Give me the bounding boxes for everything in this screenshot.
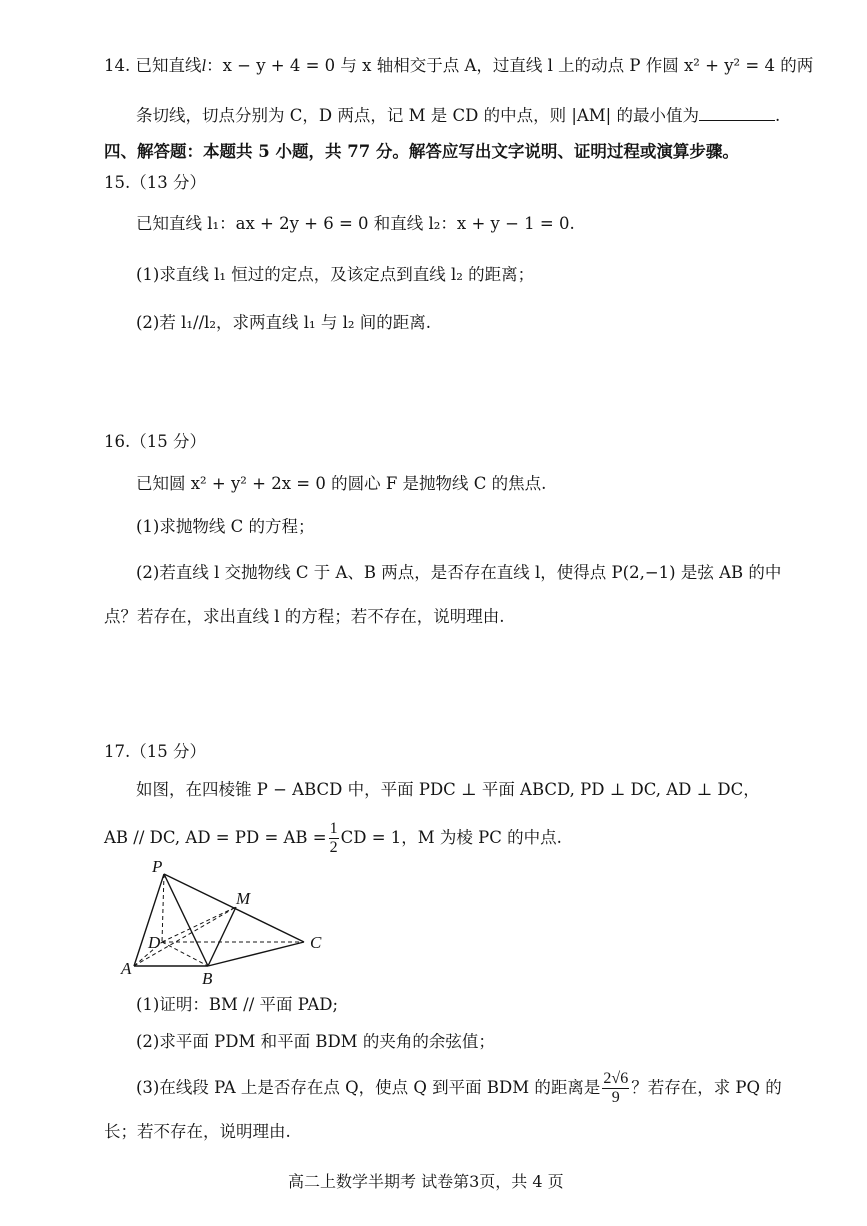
- q17-part3-line2: 长；若不存在，说明理由.: [104, 1122, 291, 1141]
- edge-BC: [208, 942, 304, 966]
- q14-line2: [136, 106, 780, 126]
- label-P: P: [152, 857, 163, 876]
- q17-part3-start: (3)在线段 PA 上是否存在点 Q，使点 Q 到平面 BDM 的距离是: [136, 1078, 601, 1097]
- q14-line2-period: .: [775, 106, 781, 125]
- q14-line1-rest: ：x − y + 4 = 0 与 x 轴相交于点 A，过直线 l 上的动点 P 作圆 x² + y² = 4 的两: [206, 56, 814, 75]
- pyramid-figure: [118, 856, 338, 988]
- label-A: A: [121, 959, 132, 978]
- page-footer: 高二上数学半期考 试卷第3页，共 4 页: [288, 1172, 564, 1191]
- section-heading: 四、解答题：本题共 5 小题，共 77 分。解答应写出文字说明、证明过程或演算步骤。: [104, 142, 739, 161]
- edge-DB-hidden: [162, 942, 208, 966]
- q14-line1: [104, 56, 813, 76]
- q16-stem: 已知圆 x² + y² + 2x = 0 的圆心 F 是抛物线 C 的焦点.: [136, 474, 547, 493]
- label-C: C: [310, 933, 322, 952]
- q17-part1: (1)证明：BM // 平面 PAD;: [136, 995, 339, 1014]
- q16-part1: (1)求抛物线 C 的方程；: [136, 517, 315, 536]
- q17-part2: (2)求平面 PDM 和平面 BDM 的夹角的余弦值；: [136, 1032, 495, 1051]
- q14-line1-start: 14. 已知直线: [104, 56, 202, 75]
- fraction-one-half-denominator: 2: [329, 839, 338, 856]
- q14-line2-text: 条切线，切点分别为 C，D 两点，记 M 是 CD 的中点，则 |AM| 的最小值为: [136, 106, 699, 125]
- fraction-one-half-numerator: 1: [329, 820, 338, 837]
- fraction-denominator: 9: [611, 1089, 620, 1106]
- q17-stem-line2-start: AB // DC, AD = PD = AB =: [104, 828, 327, 847]
- edge-DM-hidden: [162, 907, 236, 942]
- edge-PD-hidden: [162, 874, 164, 942]
- q17-header: 17.（15 分）: [104, 742, 206, 761]
- q16-part2-line2: 点？若存在，求出直线 l 的方程；若不存在，说明理由.: [104, 607, 505, 626]
- q16-header: 16.（15 分）: [104, 432, 206, 451]
- q17-part3-end: ？若存在，求 PQ 的: [631, 1078, 782, 1097]
- edge-PA: [134, 874, 164, 966]
- q15-header: 15.（13 分）: [104, 173, 206, 192]
- q17-stem-line1: 如图，在四棱锥 P − ABCD 中，平面 PDC ⊥ 平面 ABCD, PD ⊥ DC, AD ⊥ DC，: [136, 780, 760, 799]
- label-D: D: [148, 933, 161, 952]
- q15-stem: 已知直线 l₁：ax + 2y + 6 = 0 和直线 l₂：x + y − 1 = 0.: [136, 214, 575, 233]
- fraction-numerator: 2√6: [603, 1070, 629, 1087]
- q15-part2: (2)若 l₁//l₂，求两直线 l₁ 与 l₂ 间的距离.: [136, 313, 432, 332]
- fraction-two-root-six-over-nine: [602, 1070, 629, 1107]
- edge-PB: [164, 874, 208, 966]
- fraction-one-half: [329, 820, 339, 857]
- label-B: B: [202, 969, 213, 988]
- edge-BM: [208, 907, 236, 966]
- q17-stem-line2: [104, 820, 562, 857]
- q15-part1: (1)求直线 l₁ 恒过的定点，及该定点到直线 l₂ 的距离；: [136, 265, 535, 284]
- label-M: M: [236, 889, 251, 908]
- answer-blank: [699, 106, 775, 121]
- q16-part2-line1: (2)若直线 l 交抛物线 C 于 A、B 两点，是否存在直线 l，使得点 P(2,−1) 是弦 AB 的中: [136, 563, 782, 582]
- q14-line-l-symbol: l: [201, 56, 207, 75]
- q17-part3-line1: [136, 1068, 782, 1108]
- q17-stem-line2-end: CD = 1，M 为棱 PC 的中点.: [340, 828, 562, 847]
